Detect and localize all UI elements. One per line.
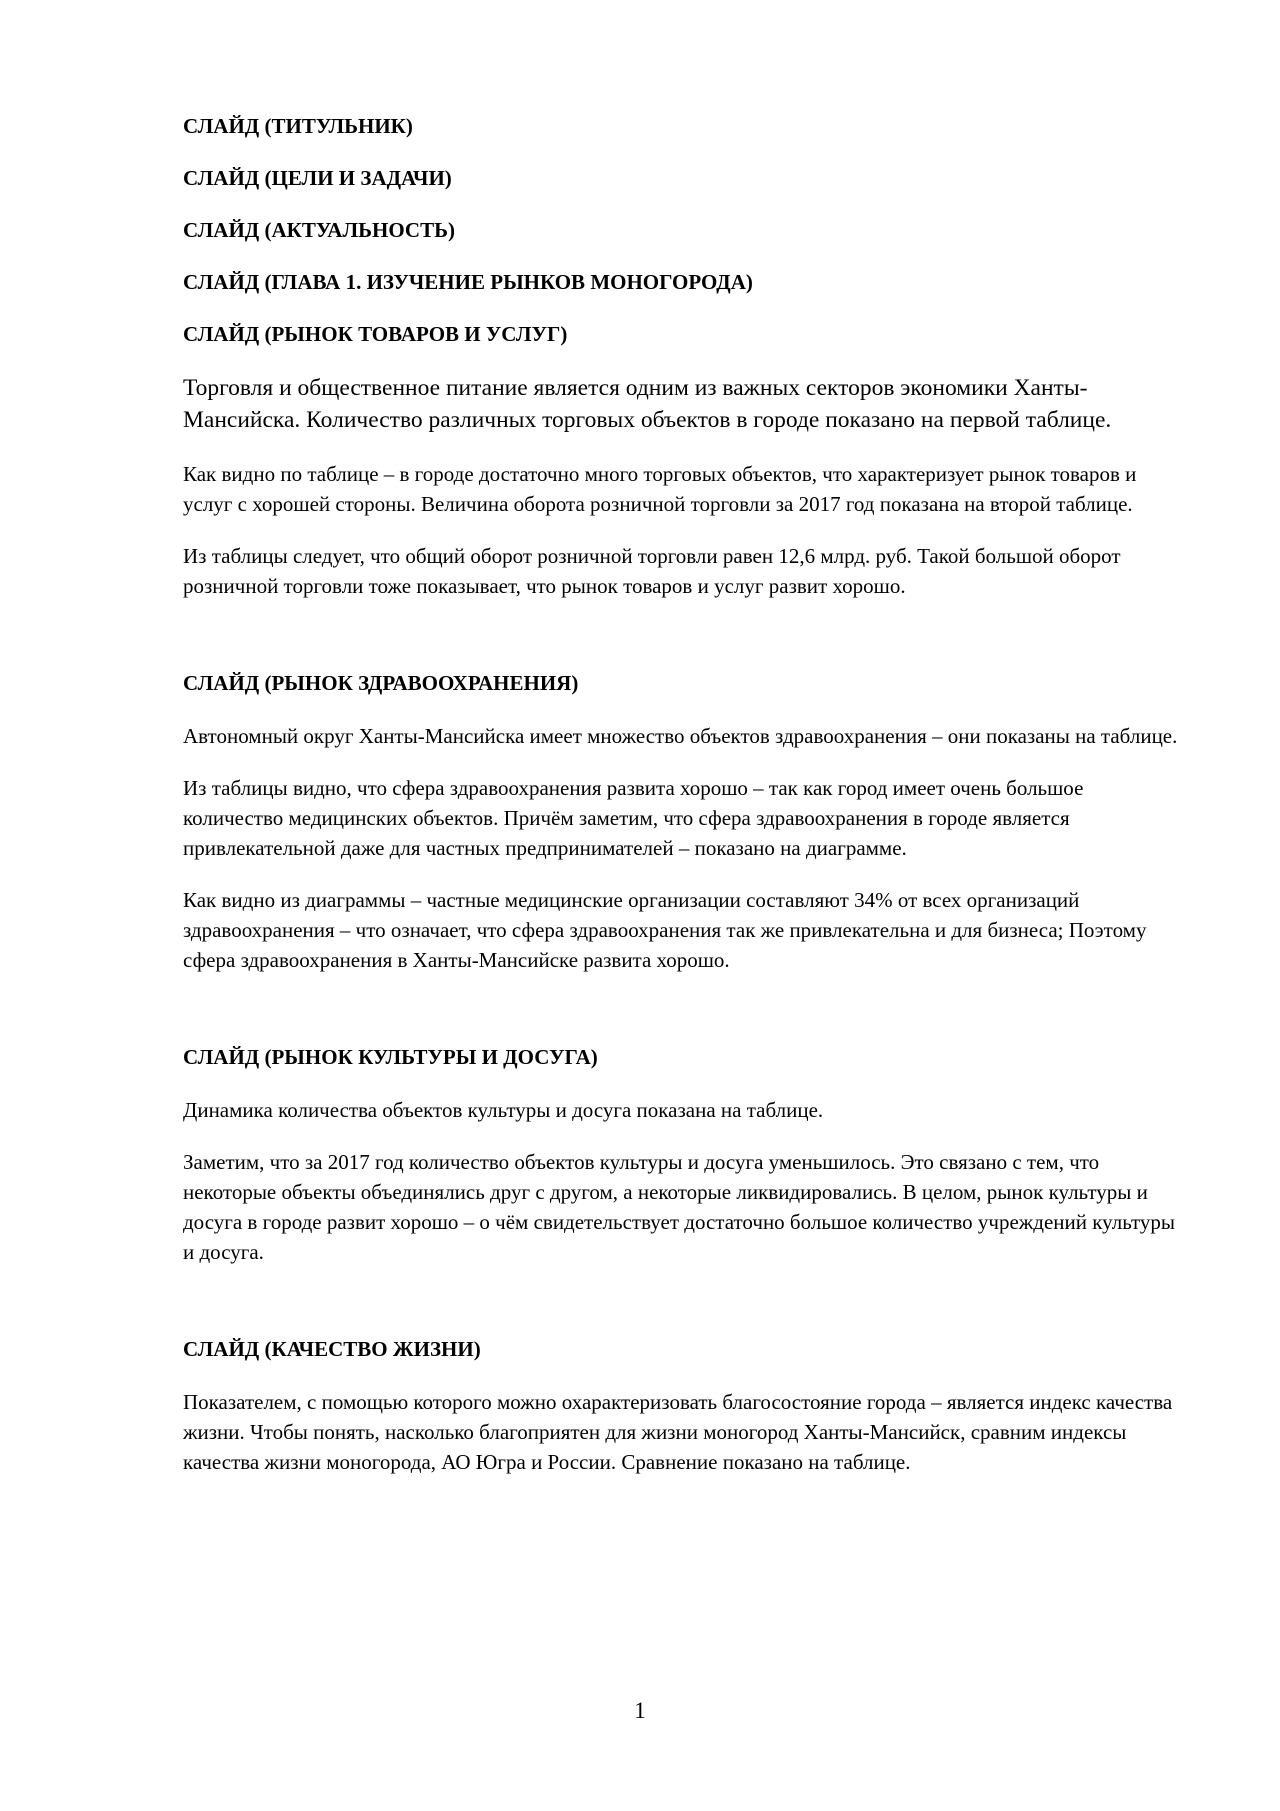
document-body <box>183 112 1183 1499</box>
paragraph: Как видно по таблице – в городе достаточно много торговых объектов, что характеризует рынок товаров и услуг с хорошей стороны. Величина оборота розничной торговли за 2017 год показана на второй таблице. <box>183 462 1137 516</box>
paragraph: Автономный округ Ханты-Мансийска имеет множество объектов здравоохранения – они показаны на таблице. <box>183 724 1178 748</box>
paragraph: Показателем, с помощью которого можно охарактеризовать благосостояние города – является индекс качества жизни. Чтобы понять, насколько благоприятен для жизни моногород Ханты-Мансийск, сравним индексы качества жизни моногорода, АО Югра и России. Сравнение показано на таблице. <box>183 1390 1173 1474</box>
paragraph: Как видно из диаграммы – частные медицинские организации составляют 34% от всех организаций здравоохранения – что означает, что сфера здравоохранения так же привлекательна и для бизнеса; Поэтому сфера здравоохранения в Ханты-Мансийске развита хорошо. <box>183 888 1147 972</box>
slide-heading-quality-of-life: СЛАЙД (КАЧЕСТВО ЖИЗНИ) <box>183 1337 481 1361</box>
paragraph: Из таблицы видно, что сфера здравоохранения развита хорошо – так как город имеет очень большое количество медицинских объектов. Причём заметим, что сфера здравоохранения в городе является привлекательной даже для частных предпринимателей – показано на диаграмме. <box>183 776 1084 860</box>
slide-heading-culture-market: СЛАЙД (РЫНОК КУЛЬТУРЫ И ДОСУГА) <box>183 1045 598 1069</box>
paragraph: Динамика количества объектов культуры и досуга показана на таблице. <box>183 1098 824 1122</box>
slide-heading-chapter-1: СЛАЙД (ГЛАВА 1. ИЗУЧЕНИЕ РЫНКОВ МОНОГОРОДА) <box>183 270 753 294</box>
slide-heading-goals: СЛАЙД (ЦЕЛИ И ЗАДАЧИ) <box>183 166 452 190</box>
page-number: 1 <box>634 1698 646 1723</box>
slide-heading-healthcare-market: СЛАЙД (РЫНОК ЗДРАВООХРАНЕНИЯ) <box>183 671 579 695</box>
paragraph: Заметим, что за 2017 год количество объектов культуры и досуга уменьшилось. Это связано с тем, что некоторые объекты объединялись друг с другом, а некоторые ликвидировались. В целом, рынок культуры и досуга в городе развит хорошо – о чём свидетельствует достаточно большое количество учреждений культуры и досуга. <box>183 1150 1176 1264</box>
paragraph: Из таблицы следует, что общий оборот розничной торговли равен 12,6 млрд. руб. Такой большой оборот розничной торговли тоже показывает, что рынок товаров и услуг развит хорошо. <box>183 544 1121 598</box>
section-gap <box>183 1289 1183 1335</box>
slide-heading-goods-market: СЛАЙД (РЫНОК ТОВАРОВ И УСЛУГ) <box>183 322 568 346</box>
paragraph: Торговля и общественное питание является одним из важных секторов экономики Ханты-Мансийска. Количество различных торговых объектов в городе показано на первой таблице. <box>183 375 1112 433</box>
section-gap <box>183 997 1183 1043</box>
slide-heading-title: СЛАЙД (ТИТУЛЬНИК) <box>183 114 413 138</box>
section-gap <box>183 623 1183 669</box>
slide-heading-relevance: СЛАЙД (АКТУАЛЬНОСТЬ) <box>183 218 455 242</box>
